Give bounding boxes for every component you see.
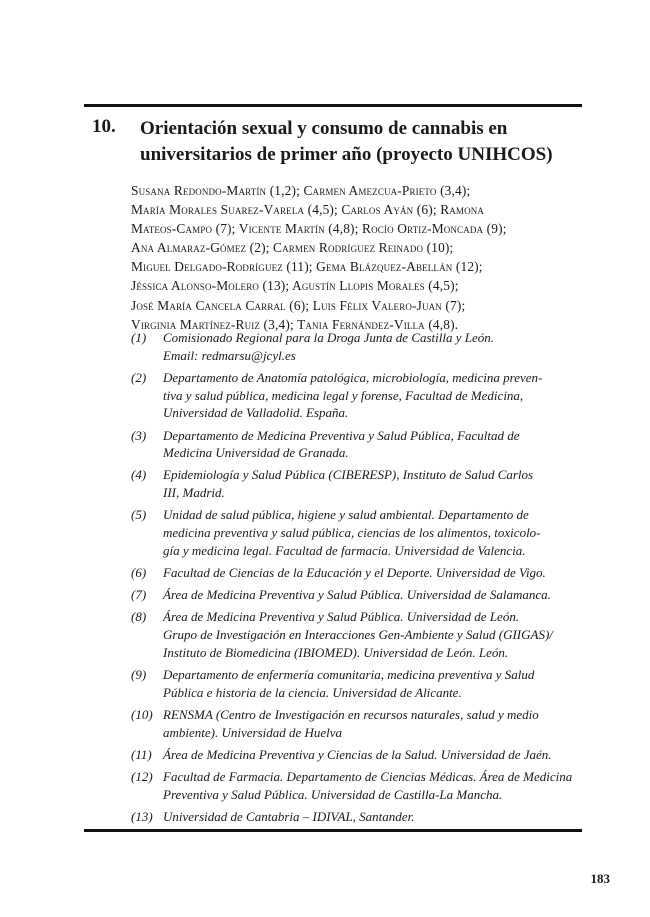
affiliation-line: medicina preventiva y salud pública, ciencias de los alimentos, toxicolo- — [163, 525, 541, 541]
affiliation-item — [131, 586, 583, 604]
affiliation-text — [163, 768, 583, 804]
affiliation-number: (10) — [131, 706, 153, 722]
affiliation-line: Departamento de enfermería comunitaria, medicina preventiva y Salud — [163, 666, 535, 682]
affiliation-number: (9) — [131, 666, 147, 682]
affiliation-line: Email: redmarsu@jcyl.es — [163, 347, 296, 363]
affiliation-text — [163, 666, 583, 702]
affiliation-text — [163, 564, 583, 582]
author-line: María Morales Suarez-Varela (4,5); Carlos Ayán (6); Ramona — [131, 202, 485, 218]
author-line: Virginia Martínez-Ruiz (3,4); Tania Fernández-Villa (4,8). — [131, 316, 459, 332]
affiliation-line: Área de Medicina Preventiva y Salud Pública. Universidad de León. — [163, 609, 520, 625]
affiliation-item — [131, 746, 583, 764]
affiliation-number: (11) — [131, 746, 152, 762]
author-line: Ana Almaraz-Gómez (2); Carmen Rodríguez Reinado (10); — [131, 240, 454, 256]
affiliation-text — [163, 466, 583, 502]
bottom-rule — [84, 829, 582, 832]
affiliation-item — [131, 608, 583, 661]
affiliation-line: III, Madrid. — [163, 485, 225, 501]
affiliation-line: Departamento de Anatomía patológica, microbiología, medicina preven- — [163, 369, 543, 385]
affiliation-line: tiva y salud pública, medicina legal y forense, Facultad de Medicina, — [163, 387, 524, 403]
affiliation-text — [163, 746, 583, 764]
affiliation-line: RENSMA (Centro de Investigación en recursos naturales, salud y medio — [163, 706, 539, 722]
affiliation-line: Grupo de Investigación en Interacciones Gen-Ambiente y Salud (GIIGAS)/ — [163, 627, 553, 643]
affiliation-line: Área de Medicina Preventiva y Salud Pública. Universidad de Salamanca. — [163, 587, 551, 603]
author-list — [131, 181, 581, 334]
affiliation-number: (2) — [131, 369, 147, 385]
affiliation-line: Instituto de Biomedicina (IBIOMED). Universidad de León. León. — [163, 644, 509, 660]
affiliation-line: Universidad de Valladolid. España. — [163, 405, 349, 421]
affiliation-line: Departamento de Medicina Preventiva y Salud Pública, Facultad de — [163, 427, 520, 443]
affiliation-number: (5) — [131, 507, 147, 523]
affiliation-line: Medicina Universidad de Granada. — [163, 445, 349, 461]
affiliation-number: (3) — [131, 427, 147, 443]
affiliation-text — [163, 427, 583, 463]
affiliation-list — [131, 329, 583, 830]
affiliation-line: Pública e historia de la ciencia. Universidad de Alicante. — [163, 684, 462, 700]
chapter-title-line: universitarios de primer año (proyecto UNIHCOS) — [140, 144, 553, 165]
affiliation-line: Comisionado Regional para la Droga Junta de Castilla y León. — [163, 330, 495, 345]
chapter-title-line: Orientación sexual y consumo de cannabis en — [140, 118, 508, 139]
affiliation-line: Universidad de Cantabria – IDIVAL, Santander. — [163, 808, 415, 824]
affiliation-line: Facultad de Ciencias de la Educación y el Deporte. Universidad de Vigo. — [163, 565, 546, 581]
author-line: Mateos-Campo (7); Vicente Martín (4,8); Rocío Ortiz-Moncada (9); — [131, 221, 507, 237]
affiliation-item — [131, 369, 583, 422]
affiliation-text — [163, 506, 583, 559]
affiliation-item — [131, 466, 583, 502]
page-number: 183 — [590, 871, 610, 886]
author-line: Susana Redondo-Martín (1,2); Carmen Amezcua-Prieto (3,4); — [131, 183, 471, 198]
chapter-number: 10. — [92, 116, 116, 137]
affiliation-item — [131, 427, 583, 463]
affiliation-number: (1) — [131, 330, 147, 345]
author-line: Miguel Delgado-Rodríguez (11); Gema Blázquez-Abellán (12); — [131, 259, 483, 275]
affiliation-number: (13) — [131, 808, 153, 824]
affiliation-text — [163, 586, 583, 604]
affiliation-item — [131, 706, 583, 742]
author-line: José María Cancela Carral (6); Luis Félix Valero-Juan (7); — [131, 297, 466, 313]
affiliation-line: gía y medicina legal. Facultad de farmacia. Universidad de Valencia. — [163, 542, 526, 558]
top-rule — [84, 104, 582, 107]
affiliation-text — [163, 329, 583, 365]
affiliation-line: Preventiva y Salud Pública. Universidad de Castilla-La Mancha. — [163, 786, 503, 802]
affiliation-line: ambiente). Universidad de Huelva — [163, 724, 343, 740]
affiliation-item — [131, 329, 583, 365]
affiliation-number: (6) — [131, 565, 147, 581]
chapter-title — [140, 116, 580, 168]
affiliation-text — [163, 808, 583, 826]
affiliation-number: (7) — [131, 587, 147, 603]
affiliation-line: Área de Medicina Preventiva y Ciencias de la Salud. Universidad de Jaén. — [163, 746, 552, 762]
affiliation-item — [131, 506, 583, 559]
affiliation-number: (12) — [131, 768, 153, 784]
affiliation-item — [131, 564, 583, 582]
affiliation-text — [163, 706, 583, 742]
affiliation-item — [131, 768, 583, 804]
affiliation-line: Facultad de Farmacia. Departamento de Ciencias Médicas. Área de Medicina — [163, 768, 573, 784]
affiliation-line: Unidad de salud pública, higiene y salud ambiental. Departamento de — [163, 507, 529, 523]
affiliation-item — [131, 808, 583, 826]
affiliation-line: Epidemiología y Salud Pública (CIBERESP), Instituto de Salud Carlos — [163, 467, 534, 483]
affiliation-text — [163, 369, 583, 422]
affiliation-text — [163, 608, 583, 661]
author-line: Jéssica Alonso-Molero (13); Agustín Llopis Morales (4,5); — [131, 278, 459, 294]
affiliation-number: (4) — [131, 467, 147, 483]
affiliation-item — [131, 666, 583, 702]
affiliation-number: (8) — [131, 609, 147, 625]
